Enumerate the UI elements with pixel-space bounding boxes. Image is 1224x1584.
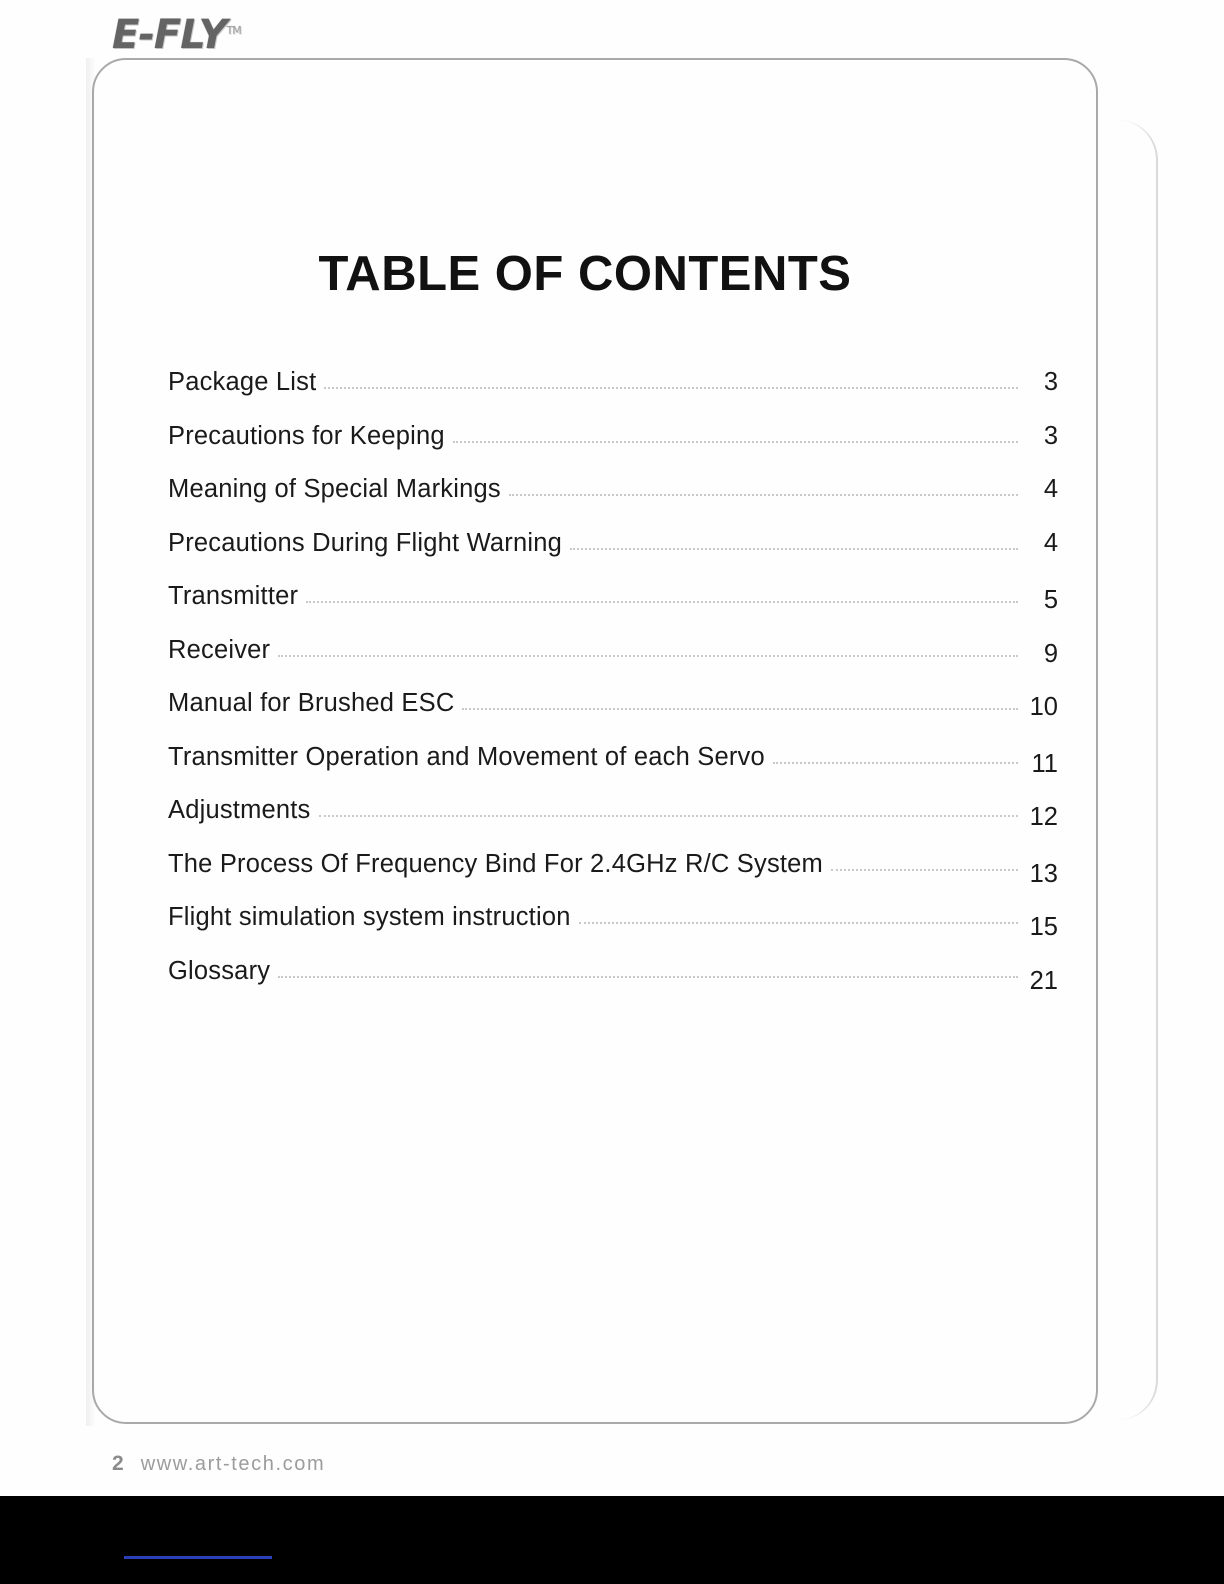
toc-leader-dots	[453, 422, 1024, 448]
toc-leader-dots	[319, 796, 1024, 822]
page-title: TABLE OF CONTENTS	[318, 247, 852, 301]
page-footer	[112, 1452, 325, 1476]
toc-entry-label: Meaning of Special Markings	[168, 475, 509, 503]
toc-leader-dots	[831, 850, 1024, 876]
toc-leader-dots	[278, 957, 1024, 983]
toc-entry-label: The Process Of Frequency Bind For 2.4GHz R/C System	[168, 850, 831, 878]
toc-entry-page: 11	[1024, 750, 1058, 778]
toc-entry-label: Transmitter	[168, 582, 306, 610]
viewer-bottom-band	[0, 1496, 1224, 1584]
toc-leader-dots	[324, 368, 1024, 394]
toc-entry-label: Transmitter Operation and Movement of each Servo	[168, 743, 773, 771]
toc-entry-label: Package List	[168, 368, 324, 396]
toc-entry-label: Glossary	[168, 957, 278, 985]
toc-entry[interactable]	[168, 957, 1058, 1011]
toc-entry[interactable]	[168, 368, 1058, 422]
toc-entry[interactable]	[168, 796, 1058, 850]
toc-leader-dots	[278, 636, 1024, 662]
toc-leader-dots	[509, 475, 1024, 501]
toc-entry[interactable]	[168, 422, 1058, 476]
toc-entry[interactable]	[168, 903, 1058, 957]
toc-entry[interactable]	[168, 689, 1058, 743]
toc-entry-page: 12	[1024, 803, 1058, 831]
brand-logo-text: E-FLY	[112, 12, 227, 58]
toc-entry-page: 15	[1024, 913, 1058, 941]
band-link-underline[interactable]	[124, 1556, 272, 1559]
toc-entry-page: 5	[1024, 586, 1058, 614]
toc-entry-page: 10	[1024, 693, 1058, 721]
toc-entry[interactable]	[168, 529, 1058, 583]
toc-entry-label: Manual for Brushed ESC	[168, 689, 462, 717]
toc-entry-page: 3	[1024, 368, 1058, 396]
toc-entry-label: Adjustments	[168, 796, 319, 824]
toc-entry[interactable]	[168, 475, 1058, 529]
page-border-scan-artifact	[1092, 120, 1158, 1420]
toc-entry-page: 3	[1024, 422, 1058, 450]
toc-entry[interactable]	[168, 743, 1058, 797]
toc-entry-page: 4	[1024, 475, 1058, 503]
toc-entry-label: Receiver	[168, 636, 278, 664]
trademark-mark: TM	[226, 23, 241, 37]
toc-entry[interactable]	[168, 850, 1058, 904]
toc-entry-page: 4	[1024, 529, 1058, 557]
toc-entry-page: 13	[1024, 860, 1058, 888]
footer-page-number: 2	[112, 1452, 125, 1475]
toc-entry-label: Flight simulation system instruction	[168, 903, 579, 931]
toc-entry-label: Precautions During Flight Warning	[168, 529, 570, 557]
table-of-contents	[168, 368, 1058, 1010]
toc-entry-page: 21	[1024, 967, 1058, 995]
brand-logo	[112, 12, 322, 58]
toc-entry[interactable]	[168, 636, 1058, 690]
toc-leader-dots	[306, 582, 1024, 608]
toc-leader-dots	[579, 903, 1024, 929]
toc-entry-label: Precautions for Keeping	[168, 422, 453, 450]
toc-entry[interactable]	[168, 582, 1058, 636]
footer-website-url: www.art-tech.com	[140, 1452, 326, 1475]
toc-leader-dots	[462, 689, 1024, 715]
toc-leader-dots	[570, 529, 1024, 555]
toc-entry-page: 9	[1024, 640, 1058, 668]
toc-leader-dots	[773, 743, 1024, 769]
